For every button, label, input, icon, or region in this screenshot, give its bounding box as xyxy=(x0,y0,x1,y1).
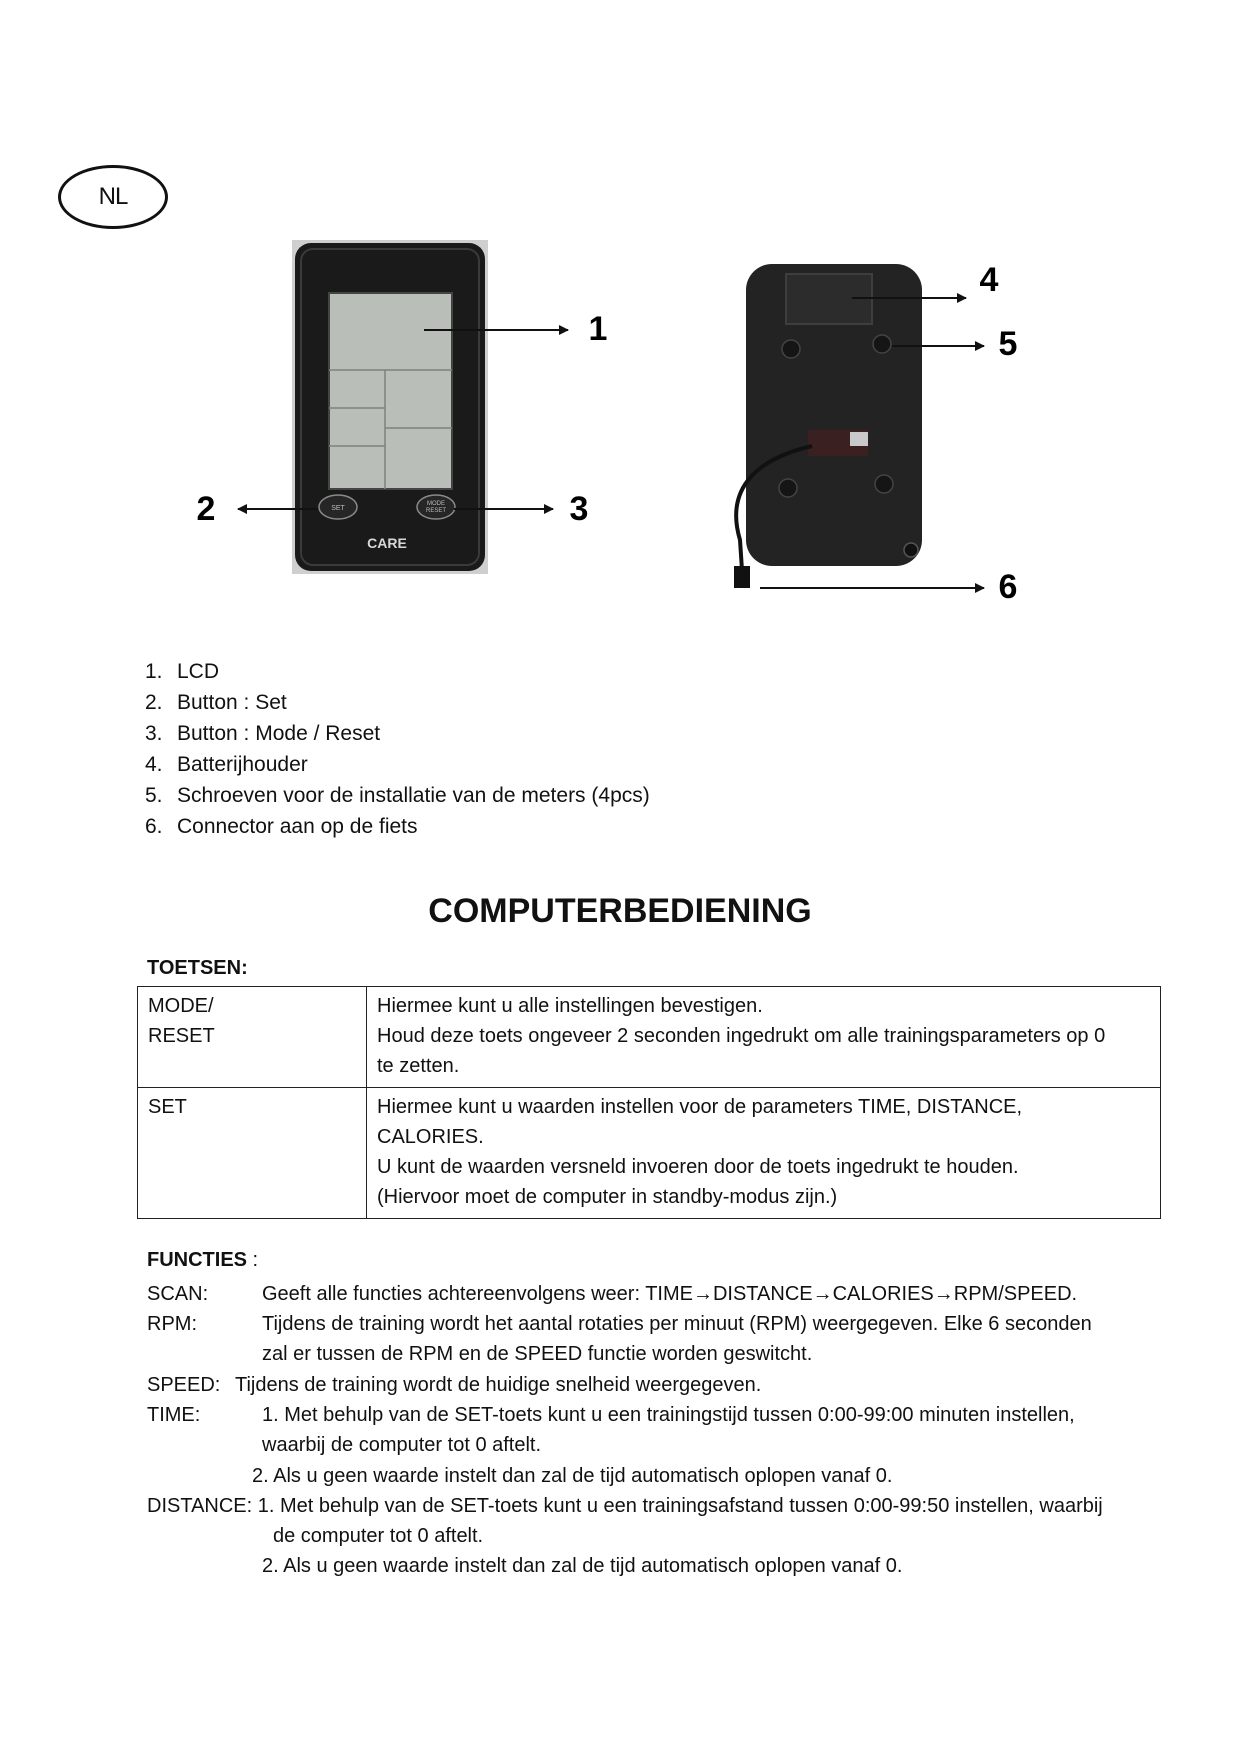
key-cell xyxy=(138,987,367,1088)
device-front-photo xyxy=(292,240,488,574)
table-row xyxy=(138,1088,1161,1219)
function-term: SCAN: xyxy=(147,1283,209,1305)
callout-number-1: 1 xyxy=(588,310,608,348)
parts-legend xyxy=(145,656,650,842)
legend-text: Batterijhouder xyxy=(177,753,308,776)
legend-text: Button : Mode / Reset xyxy=(177,722,381,745)
description-line: Hiermee kunt u waarden instellen voor de parameters TIME, DISTANCE, xyxy=(377,1096,1023,1118)
function-text: 1. Met behulp van de SET-toets kunt u een trainingsafstand tussen 0:00-99:50 instellen, waarbij xyxy=(257,1495,1103,1517)
function-term: DISTANCE: xyxy=(147,1495,253,1517)
key-name: SET xyxy=(148,1096,187,1118)
keys-table xyxy=(137,986,1161,1219)
key-cell xyxy=(138,1088,367,1219)
function-text: de computer tot 0 aftelt. xyxy=(273,1525,484,1547)
legend-text: Connector aan op de fiets xyxy=(177,815,418,838)
legend-text: Schroeven voor de installatie van de meters (4pcs) xyxy=(177,784,650,807)
function-speed xyxy=(147,1370,1147,1400)
function-text: Tijdens de training wordt de huidige snelheid weergegeven. xyxy=(235,1374,762,1396)
lcd-screen xyxy=(329,293,452,489)
legend-text: Button : Set xyxy=(177,691,287,714)
function-time-item-2 xyxy=(147,1461,1147,1491)
mode-button-label: MODE xyxy=(427,501,445,507)
description-line: te zetten. xyxy=(377,1055,460,1077)
description-line: (Hiervoor moet de computer in standby-modus zijn.) xyxy=(377,1186,838,1208)
key-name: RESET xyxy=(148,1025,215,1047)
table-row xyxy=(138,987,1161,1088)
function-rpm xyxy=(147,1309,1147,1339)
language-badge-label: NL xyxy=(98,183,128,210)
legend-item xyxy=(145,687,650,718)
legend-number: 2. xyxy=(145,691,163,714)
functions-label-suffix: : xyxy=(247,1249,259,1271)
function-text: zal er tussen de RPM en de SPEED functie worden geswitcht. xyxy=(262,1343,813,1365)
callout-number-4: 4 xyxy=(979,261,999,299)
description-line: CALORIES. xyxy=(377,1126,484,1148)
description-line: U kunt de waarden versneld invoeren door de toets ingedrukt te houden. xyxy=(377,1156,1019,1178)
mode-reset-button xyxy=(417,495,455,519)
callout-number-2: 2 xyxy=(196,490,216,528)
device-diagram xyxy=(0,0,1240,640)
function-distance xyxy=(147,1491,1147,1521)
screw-hole xyxy=(873,335,891,353)
screw-hole xyxy=(782,340,800,358)
function-term: RPM: xyxy=(147,1313,197,1335)
legend-item xyxy=(145,656,650,687)
keys-label: TOETSEN: xyxy=(147,957,248,979)
description-line: Houd deze toets ongeveer 2 seconden ingedrukt om alle trainingsparameters op 0 xyxy=(377,1025,1106,1047)
set-button xyxy=(319,495,357,519)
function-term: SPEED: xyxy=(147,1374,221,1396)
function-time-continued xyxy=(147,1430,1147,1460)
brand-logo: CARE xyxy=(367,535,407,551)
functions-label-text: FUNCTIES xyxy=(147,1249,247,1271)
legend-number: 5. xyxy=(145,784,163,807)
legend-item xyxy=(145,811,650,842)
function-text: 2. Als u geen waarde instelt dan zal de tijd automatisch oplopen vanaf 0. xyxy=(252,1465,893,1487)
function-text: Tijdens de training wordt het aantal rotaties per minuut (RPM) weergegeven. Elke 6 seconden xyxy=(262,1313,1092,1335)
function-text: Geeft alle functies achtereenvolgens weer: TIME→DISTANCE→CALORIES→RPM/SPEED. xyxy=(262,1283,1078,1305)
function-term: TIME: xyxy=(147,1404,201,1426)
reset-button-label: RESET xyxy=(425,508,447,514)
function-distance-item-2 xyxy=(147,1551,1147,1581)
set-button-label: SET xyxy=(331,505,345,512)
function-time xyxy=(147,1400,1147,1430)
description-cell xyxy=(367,1088,1161,1219)
function-distance-continued xyxy=(147,1521,1147,1551)
legend-item xyxy=(145,718,650,749)
callout-number-3: 3 xyxy=(569,490,589,528)
section-heading: COMPUTERBEDIENING xyxy=(428,892,812,930)
legend-item xyxy=(145,749,650,780)
description-cell xyxy=(367,987,1161,1088)
callout-number-5: 5 xyxy=(998,325,1018,363)
screw-hole xyxy=(779,479,797,497)
functions-label xyxy=(147,1249,258,1272)
legend-number: 6. xyxy=(145,815,163,838)
screw-hole xyxy=(875,475,893,493)
legend-number: 3. xyxy=(145,722,163,745)
legend-number: 4. xyxy=(145,753,163,776)
function-scan xyxy=(147,1279,1147,1309)
legend-item xyxy=(145,780,650,811)
key-name: MODE/ xyxy=(148,995,214,1017)
connector-plug xyxy=(734,566,750,588)
function-text: 1. Met behulp van de SET-toets kunt u een trainingstijd tussen 0:00-99:00 minuten instellen, xyxy=(262,1404,1075,1426)
legend-text: LCD xyxy=(177,660,220,683)
function-text: waarbij de computer tot 0 aftelt. xyxy=(262,1434,542,1456)
device-back-photo xyxy=(734,264,922,588)
callout-number-6: 6 xyxy=(998,568,1018,606)
legend-number: 1. xyxy=(145,660,163,683)
function-rpm-continued xyxy=(147,1339,1147,1369)
function-text: 2. Als u geen waarde instelt dan zal de tijd automatisch oplopen vanaf 0. xyxy=(262,1555,903,1577)
description-line: Hiermee kunt u alle instellingen bevestigen. xyxy=(377,995,763,1017)
